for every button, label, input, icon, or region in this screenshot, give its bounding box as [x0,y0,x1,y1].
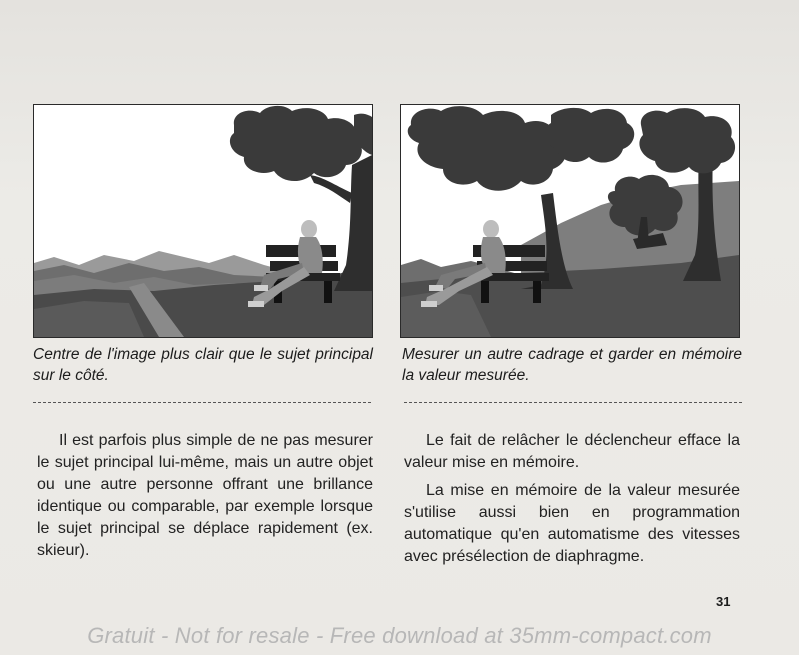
body-column-right [404,430,740,574]
caption-left: Centre de l'image plus clair que le sujet principal sur le côté. [33,346,373,384]
caption-right: Mesurer un autre cadrage et garder en mémoire la valeur mesurée. [402,346,742,384]
watermark: Gratuit - Not for resale - Free download at 35mm-compact.com [87,623,712,648]
divider-right [404,402,742,403]
paragraph: La mise en mémoire de la valeur mesurée s'utilise aussi bien en programmation automatique qu'en automatisme des vitesses avec présélection de diaphragme. [404,482,740,565]
body-column-left [37,430,373,568]
scene-person-on-bench-under-trees [401,105,739,337]
paragraph: Il est parfois plus simple de ne pas mesurer le sujet principal lui-même, mais un autre objet ou une autre personne offrant une brillance identique ou comparable, par exemple lorsque le sujet principal se déplace rapidement (ex. skieur). [37,432,373,559]
page-number: 31 [716,594,731,609]
scene-person-on-bench-open-landscape [34,105,372,337]
illustration-bright-center [33,104,373,338]
divider-left [33,402,371,403]
paragraph: Le fait de relâcher le déclencheur efface la valeur mise en mémoire. [404,432,740,471]
illustration-other-framing [400,104,740,338]
